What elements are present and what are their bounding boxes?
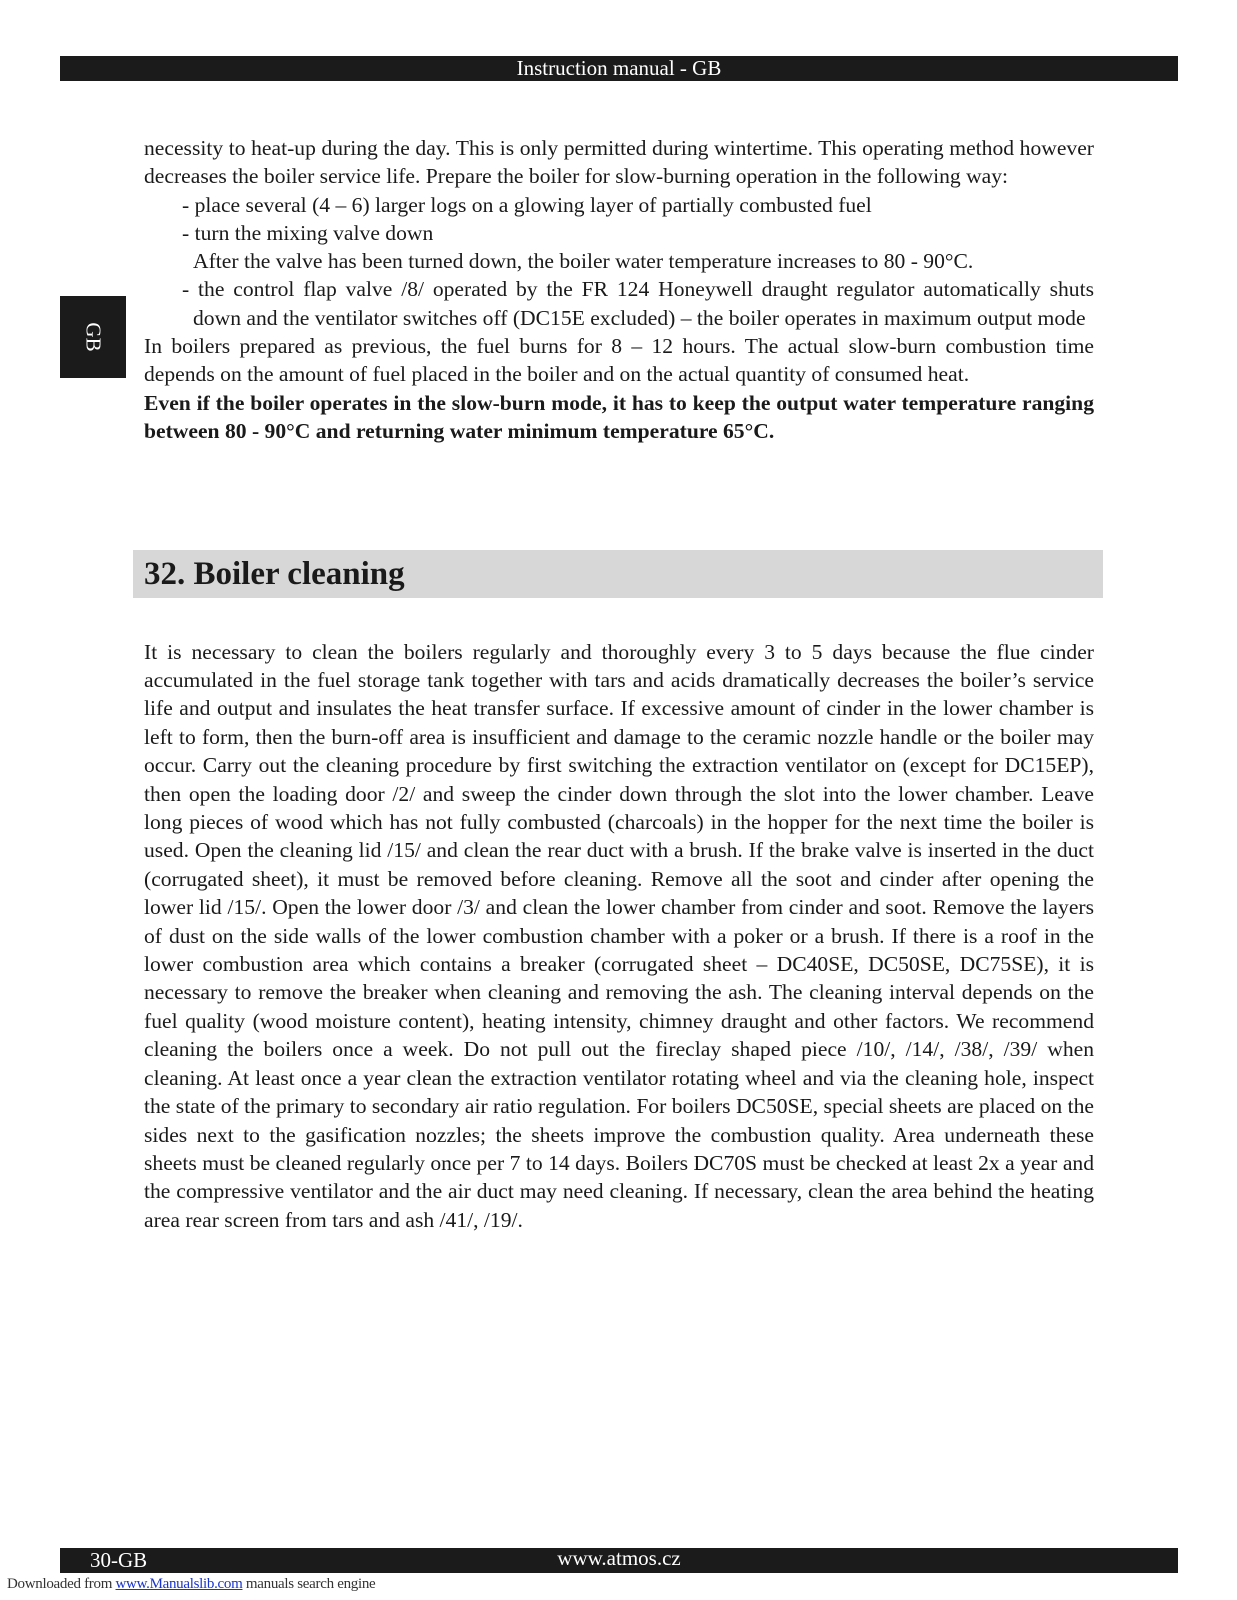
language-side-tab [60,296,126,378]
section-title: 32. Boiler cleaning [144,556,405,592]
cleaning-paragraph: It is necessary to clean the boilers regularly and thoroughly every 3 to 5 days because the flue cinder accumulated in the fuel storage tank together with tars and acids dramatically decreases the boiler’s service life and output and insulates the heat transfer surface. If excessive amount of cinder in the lower chamber is left to form, then the burn-off area is insufficient and damage to the ceramic nozzle handle or the boiler may occur. Carry out the cleaning procedure by first switching the extraction ventilator on (except for DC15EP), then open the loading door /2/ and sweep the cinder down through the slot into the lower chamber. Leave long pieces of wood which has not fully combusted (charcoals) in the hopper for the next time the boiler is used. Open the cleaning lid /15/ and clean the rear duct with a brush. If the brake valve is inserted in the duct (corrugated sheet), it must be removed before cleaning. Remove all the soot and cinder after opening the lower lid /15/. Open the lower door /3/ and clean the lower chamber from cinder and soot. Remove the layers of dust on the side walls of the lower combustion chamber with a poker or a brush. If there is a roof in the lower combustion area which contains a breaker (corrugated sheet – DC40SE, DC50SE, DC75SE), it is necessary to remove the breaker when cleaning and removing the ash. The cleaning interval depends on the fuel quality (wood moisture content), heating intensity, chimney draught and other factors. We recommend cleaning the boilers once a week. Do not pull out the fireclay shaped piece /10/, /14/, /38/, /39/ when cleaning. At least once a year clean the extraction ventilator rotating wheel and via the cleaning hole, inspect the state of the primary to secondary air ratio regulation. For boilers DC50SE, special sheets are placed on the sides next to the gasification nozzles; the sheets improve the combustion quality. Area underneath these sheets must be cleaned regularly once per 7 to 14 days. Boilers DC70S must be checked at least 2x a year and the compressive ventilator and the air duct may need cleaning. If necessary, clean the area behind the heating area rear screen from tars and ash /41/, /19/. [144,639,1094,1232]
intro-content [144,134,1094,445]
cleaning-body [144,616,1094,1256]
list-item: - turn the mixing valve down [182,220,434,245]
download-note [7,1576,375,1593]
page-number: 30-GB [90,1548,148,1572]
website-link[interactable]: www.atmos.cz [557,1546,681,1570]
intro-paragraph: necessity to heat-up during the day. This is only permitted during wintertime. This operating method however decreases the boiler service life. Prepare the boiler for slow-burning operation in the following way: [144,136,1094,189]
section-heading [133,550,1103,598]
download-prefix: Downloaded from [7,1576,113,1592]
warning-note: Even if the boiler operates in the slow-burn mode, it has to keep the output water temperature ranging between 80 - 90°C and returning water minimum temperature 65°C. [144,390,1094,443]
list-item: - place several (4 – 6) larger logs on a glowing layer of partially combusted fuel [182,192,872,217]
side-tab-label: GB [81,322,106,352]
footer-bar [60,1548,1178,1573]
list-item: - the control flap valve /8/ operated by the FR 124 Honeywell draught regulator automatically shuts down and the ventilator switches off (DC15E excluded) – the boiler operates in maximum output mode [182,277,1094,330]
header-bar [60,56,1178,81]
download-suffix: manuals search engine [245,1576,376,1592]
steps-list [144,191,1094,332]
manualslib-link[interactable]: www.Manualslib.com [115,1576,243,1592]
list-item: After the valve has been turned down, the boiler water temperature increases to 80 - 90°C. [193,249,974,274]
header-title: Instruction manual - GB [516,56,722,80]
burn-time-paragraph: In boilers prepared as previous, the fuel burns for 8 – 12 hours. The actual slow-burn combustion time depends on the amount of fuel placed in the boiler and on the actual quantity of consumed heat. [144,334,1094,387]
